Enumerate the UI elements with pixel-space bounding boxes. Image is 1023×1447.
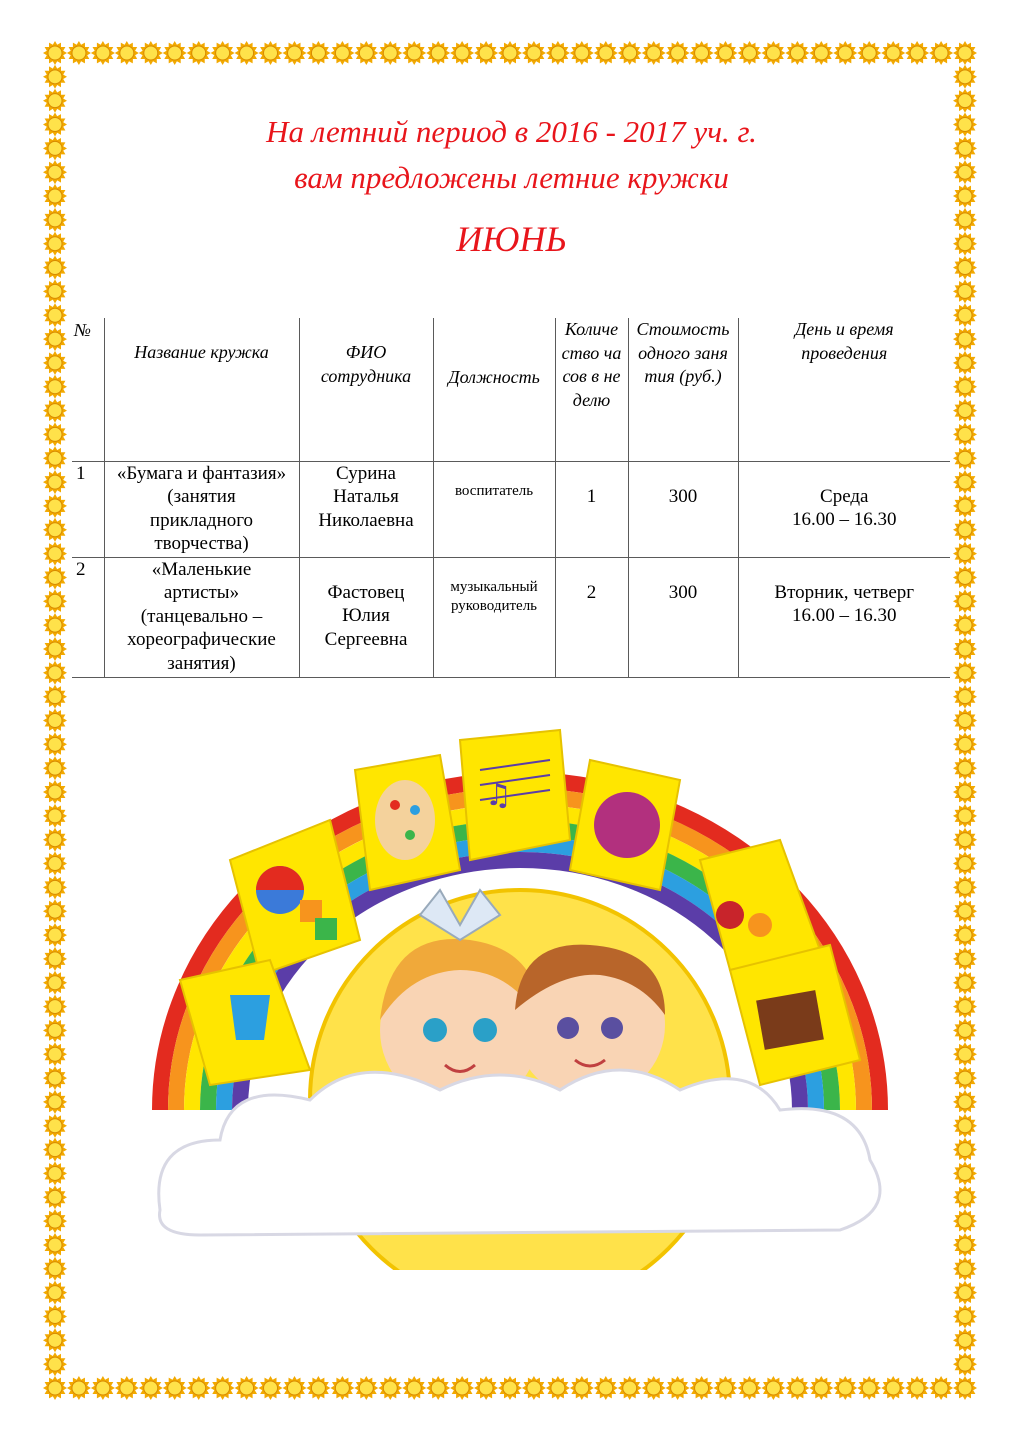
sun-border-icon: [43, 780, 67, 804]
sun-border-icon: [402, 41, 426, 65]
sun-border-icon: [642, 1376, 666, 1400]
sun-border-icon: [306, 41, 330, 65]
sun-border-icon: [714, 41, 738, 65]
sun-border-icon: [43, 899, 67, 923]
sun-border-icon: [354, 1376, 378, 1400]
sun-border-icon: [163, 41, 187, 65]
sun-border-icon: [953, 875, 977, 899]
sun-border-icon: [43, 661, 67, 685]
sun-border-icon: [43, 399, 67, 423]
title-line-2: вам предложены летние кружки: [294, 160, 729, 195]
sun-border-icon: [953, 1042, 977, 1066]
sun-border-icon: [953, 542, 977, 566]
sun-border-icon: [43, 709, 67, 733]
sun-border-icon: [618, 1376, 642, 1400]
sun-border-icon: [43, 1233, 67, 1257]
sun-border-icon: [594, 1376, 618, 1400]
sun-border-icon: [953, 1090, 977, 1114]
table-header-row: [72, 318, 950, 461]
sun-border-icon: [43, 923, 67, 947]
sun-border-icon: [43, 589, 67, 613]
schedule-time: 16.00 – 16.30: [792, 509, 897, 530]
sun-border-icon: [785, 1376, 809, 1400]
sun-border-icon: [187, 1376, 211, 1400]
sun-border-icon: [67, 1376, 91, 1400]
sun-border-icon: [43, 375, 67, 399]
sun-border-icon: [953, 804, 977, 828]
sun-border-icon: [43, 41, 67, 65]
sun-border-icon: [666, 1376, 690, 1400]
sun-border-icon: [953, 41, 977, 65]
sun-border-icon: [259, 41, 283, 65]
sun-border-icon: [833, 41, 857, 65]
sun-border-icon: [235, 41, 259, 65]
month-title: ИЮНЬ: [456, 219, 567, 259]
sun-border-icon: [953, 947, 977, 971]
sun-border-icon: [43, 494, 67, 518]
sun-border-icon: [953, 589, 977, 613]
sun-border-icon: [450, 1376, 474, 1400]
sun-border-icon: [953, 852, 977, 876]
table-row: [72, 557, 950, 677]
sun-border-icon: [857, 1376, 881, 1400]
sun-border-icon: [211, 1376, 235, 1400]
header-schedule: День и время проведения: [738, 318, 950, 461]
sun-border-icon: [43, 566, 67, 590]
sun-border-icon: [450, 41, 474, 65]
sun-border-icon: [809, 41, 833, 65]
sun-border-icon: [953, 995, 977, 1019]
sun-border-icon: [498, 41, 522, 65]
sun-border-icon: [43, 542, 67, 566]
sun-border-icon: [953, 971, 977, 995]
sun-border-icon: [953, 470, 977, 494]
hours-per-week: 2: [555, 557, 628, 677]
sun-border-icon: [714, 1376, 738, 1400]
sun-border-icon: [43, 1257, 67, 1281]
sun-border-icon: [43, 470, 67, 494]
sun-border-icon: [953, 923, 977, 947]
music-notes-icon: [460, 730, 570, 860]
sun-border-icon: [953, 1138, 977, 1162]
sun-border-icon: [953, 780, 977, 804]
sun-border-icon: [570, 41, 594, 65]
sun-border-icon: [953, 494, 977, 518]
sun-border-icon: [259, 1376, 283, 1400]
sun-border-icon: [953, 518, 977, 542]
sun-border-icon: [594, 41, 618, 65]
sun-border-icon: [738, 41, 762, 65]
club-name: «Маленькие артисты» (танцевально – хореографические занятия): [104, 557, 299, 677]
sun-border-icon: [474, 1376, 498, 1400]
sun-border-icon: [953, 279, 977, 303]
employee-position: музыкальный руководитель: [433, 557, 555, 677]
sun-border-icon: [43, 995, 67, 1019]
sun-border-icon: [953, 1376, 977, 1400]
table-row: [72, 461, 950, 557]
sun-border-icon: [43, 1090, 67, 1114]
sun-border-icon: [43, 89, 67, 113]
sun-border-icon: [43, 947, 67, 971]
sun-border-icon: [546, 1376, 570, 1400]
sun-border-icon: [953, 613, 977, 637]
sun-border-icon: [211, 41, 235, 65]
sun-border-icon: [43, 1281, 67, 1305]
schedule-cell: [738, 557, 950, 677]
svg-text:♫: ♫: [485, 778, 512, 813]
sun-border-icon: [953, 89, 977, 113]
fruit-icon: [700, 840, 820, 970]
sun-border-icon: [43, 613, 67, 637]
sun-border-icon: [929, 1376, 953, 1400]
sun-border-icon: [426, 41, 450, 65]
sun-border-icon: [953, 1352, 977, 1376]
schedule-day: Среда: [820, 485, 869, 507]
sun-border-icon: [43, 756, 67, 780]
sun-border-icon: [953, 637, 977, 661]
sun-border-icon: [953, 685, 977, 709]
sun-border-icon: [115, 1376, 139, 1400]
header-employee: ФИО сотрудника: [299, 318, 433, 461]
sun-border-icon: [953, 446, 977, 470]
sun-border-icon: [953, 351, 977, 375]
sun-border-icon: [570, 1376, 594, 1400]
sun-border-icon: [354, 41, 378, 65]
sun-border-icon: [953, 899, 977, 923]
sun-border-icon: [43, 422, 67, 446]
sun-border-icon: [953, 1209, 977, 1233]
sun-border-icon: [43, 1066, 67, 1090]
sun-border-icon: [738, 1376, 762, 1400]
sun-border-icon: [43, 446, 67, 470]
sun-border-icon: [115, 41, 139, 65]
sun-border-icon: [43, 1161, 67, 1185]
sun-border-icon: [522, 41, 546, 65]
rainbow-sun-children-illustration: [140, 710, 900, 1270]
sun-border-icon: [953, 1281, 977, 1305]
sun-border-icon: [43, 1209, 67, 1233]
header-number: №: [72, 318, 104, 461]
sun-border-icon: [953, 303, 977, 327]
employee-name: Фастовец Юлия Сергеевна: [299, 557, 433, 677]
sun-border-icon: [953, 375, 977, 399]
sun-border-icon: [546, 41, 570, 65]
sun-border-icon: [953, 1185, 977, 1209]
sun-border-icon: [43, 732, 67, 756]
sun-border-icon: [809, 1376, 833, 1400]
sun-border-icon: [139, 1376, 163, 1400]
sun-border-icon: [953, 1018, 977, 1042]
sun-border-icon: [330, 41, 354, 65]
row-number: 1: [72, 461, 104, 557]
sun-border-icon: [67, 41, 91, 65]
sun-border-icon: [953, 709, 977, 733]
sun-border-icon: [43, 1305, 67, 1329]
sun-border-icon: [953, 1066, 977, 1090]
sun-border-icon: [43, 518, 67, 542]
sun-border-icon: [905, 41, 929, 65]
sun-border-icon: [43, 875, 67, 899]
sun-border-icon: [953, 65, 977, 89]
sun-border-icon: [905, 1376, 929, 1400]
row-number: 2: [72, 557, 104, 677]
sun-border-icon: [953, 1257, 977, 1281]
sun-border-icon: [785, 41, 809, 65]
sun-border-icon: [139, 41, 163, 65]
sun-border-icon: [953, 399, 977, 423]
sun-border-icon: [378, 41, 402, 65]
sun-border-icon: [43, 327, 67, 351]
sun-border-icon: [43, 1114, 67, 1138]
sun-border-icon: [43, 804, 67, 828]
sun-border-icon: [953, 1161, 977, 1185]
schedule-table: [72, 318, 950, 678]
employee-position: воспитатель: [433, 461, 555, 557]
employee-name: Сурина Наталья Николаевна: [299, 461, 433, 557]
sun-border-icon: [690, 41, 714, 65]
sun-border-icon: [953, 327, 977, 351]
title-line-1: На летний период в 2016 - 2017 уч. г.: [266, 114, 757, 149]
sun-border-icon: [43, 1185, 67, 1209]
sun-border-icon: [43, 852, 67, 876]
sun-border-icon: [43, 303, 67, 327]
lesson-cost: 300: [628, 461, 738, 557]
sun-border-icon: [43, 637, 67, 661]
sun-border-icon: [330, 1376, 354, 1400]
sun-border-icon: [953, 422, 977, 446]
sun-border-icon: [642, 41, 666, 65]
sun-border-icon: [953, 828, 977, 852]
schedule-day: Вторник, четверг: [774, 581, 915, 603]
sun-border-icon: [43, 685, 67, 709]
sun-border-icon: [666, 41, 690, 65]
sun-border-icon: [929, 41, 953, 65]
sun-border-icon: [43, 351, 67, 375]
sun-border-icon: [761, 41, 785, 65]
sun-border-icon: [91, 41, 115, 65]
header-club-name: Название кружка: [104, 318, 299, 461]
sun-border-icon: [690, 1376, 714, 1400]
sun-border-icon: [43, 828, 67, 852]
sun-border-icon: [953, 756, 977, 780]
sun-border-icon: [43, 1138, 67, 1162]
sun-border-icon: [522, 1376, 546, 1400]
sun-border-icon: [953, 1305, 977, 1329]
sun-border-icon: [618, 41, 642, 65]
sun-border-icon: [857, 41, 881, 65]
cloud: [159, 1070, 880, 1235]
sun-border-icon: [187, 41, 211, 65]
sun-border-icon: [43, 971, 67, 995]
sun-border-icon: [953, 566, 977, 590]
lesson-cost: 300: [628, 557, 738, 677]
sun-border-icon: [426, 1376, 450, 1400]
header-position: Должность: [433, 318, 555, 461]
sun-border-icon: [953, 732, 977, 756]
sun-border-icon: [43, 279, 67, 303]
sun-border-icon: [43, 1376, 67, 1400]
sun-border-icon: [402, 1376, 426, 1400]
sun-border-icon: [881, 1376, 905, 1400]
schedule-time: 16.00 – 16.30: [792, 605, 897, 626]
sun-border-icon: [163, 1376, 187, 1400]
sun-border-icon: [43, 1328, 67, 1352]
sun-border-icon: [953, 1328, 977, 1352]
club-name: «Бумага и фантазия» (занятия прикладного творчества): [104, 461, 299, 557]
schedule-cell: [738, 461, 950, 557]
sun-border-icon: [283, 1376, 307, 1400]
header-hours: Количество часов в неделю: [555, 318, 628, 461]
sun-border-icon: [283, 41, 307, 65]
paint-palette-icon: [355, 755, 460, 890]
sun-border-icon: [91, 1376, 115, 1400]
sun-border-icon: [474, 41, 498, 65]
sun-border-icon: [235, 1376, 259, 1400]
sun-border-icon: [881, 41, 905, 65]
sun-border-icon: [498, 1376, 522, 1400]
sun-border-icon: [761, 1376, 785, 1400]
sun-border-icon: [833, 1376, 857, 1400]
sun-border-icon: [43, 1018, 67, 1042]
hours-per-week: 1: [555, 461, 628, 557]
header-cost: Стоимость одного занятия (руб.): [628, 318, 738, 461]
sun-border-icon: [43, 1352, 67, 1376]
sun-border-icon: [953, 1233, 977, 1257]
theater-mask-icon: [570, 760, 680, 890]
sun-border-icon: [43, 1042, 67, 1066]
sun-border-icon: [43, 65, 67, 89]
sun-border-icon: [306, 1376, 330, 1400]
sun-border-icon: [953, 661, 977, 685]
sun-border-icon: [378, 1376, 402, 1400]
sun-border-icon: [953, 1114, 977, 1138]
